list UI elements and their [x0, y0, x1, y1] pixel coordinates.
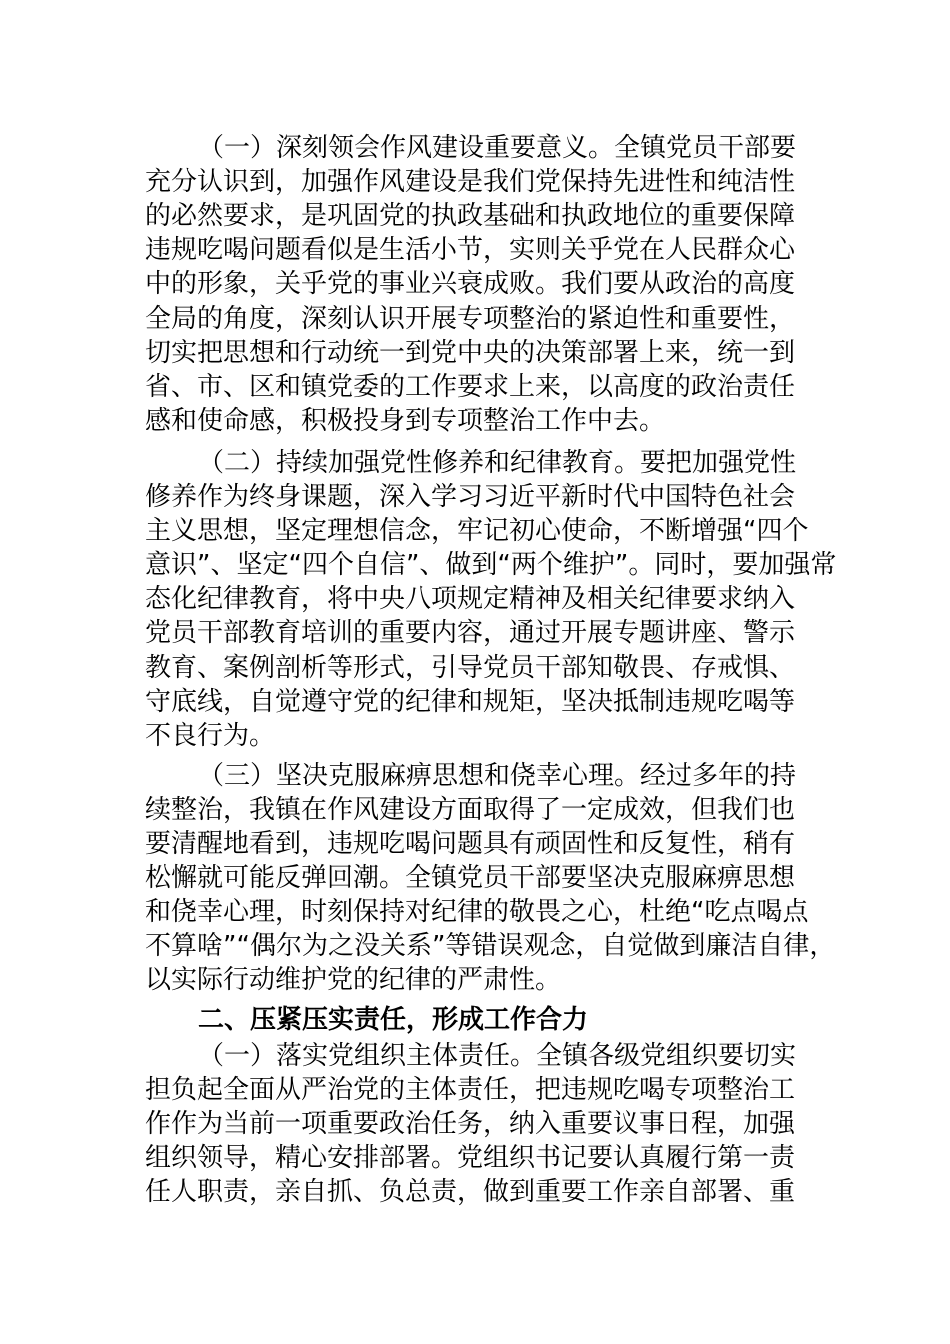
paragraph-1-line-1: （一）深刻领会作风建设重要意义。全镇党员干部要: [198, 133, 797, 163]
paragraph-4-line-1: （一）落实党组织主体责任。全镇各级党组织要切实: [198, 1041, 797, 1071]
paragraph-2-line-1: （二）持续加强党性修养和纪律教育。要把加强党性: [198, 448, 797, 478]
paragraph-4-line-3: 作作为当前一项重要政治任务，纳入重要议事日程，加强: [145, 1109, 796, 1139]
paragraph-2-line-5: 态化纪律教育，将中央八项规定精神及相关纪律要求纳入: [145, 584, 796, 614]
paragraph-1-line-6: 全局的角度，深刻认识开展专项整治的紧迫性和重要性，: [145, 304, 796, 334]
paragraph-3-line-6: 不算啥”“偶尔为之没关系”等错误观念，自觉做到廉洁自律，: [145, 931, 836, 961]
paragraph-1-line-2: 充分认识到，加强作风建设是我们党保持先进性和纯洁性: [145, 167, 796, 197]
paragraph-3-line-2: 续整治，我镇在作风建设方面取得了一定成效，但我们也: [145, 795, 796, 825]
paragraph-4-line-2: 担负起全面从严治党的主体责任，把违规吃喝专项整治工: [145, 1075, 796, 1105]
paragraph-2-line-7: 教育、案例剖析等形式，引导党员干部知敬畏、存戒惧、: [145, 653, 796, 683]
paragraph-2-line-2: 修养作为终身课题，深入学习习近平新时代中国特色社会: [145, 482, 796, 512]
paragraph-2-line-3: 主义思想，坚定理想信念，牢记初心使命，不断增强“四个: [145, 516, 809, 546]
paragraph-4-line-4: 组织领导，精心安排部署。党组织书记要认真履行第一责: [145, 1143, 796, 1173]
paragraph-1-line-5: 中的形象，关乎党的事业兴衰成败。我们要从政治的高度: [145, 269, 796, 299]
paragraph-1-line-9: 感和使命感，积极投身到专项整治工作中去。: [145, 406, 666, 436]
paragraph-3-line-5: 和侥幸心理，时刻保持对纪律的敬畏之心，杜绝“吃点喝点: [145, 897, 809, 927]
paragraph-3-line-3: 要清醒地看到，违规吃喝问题具有顽固性和反复性，稍有: [145, 829, 796, 859]
paragraph-2-line-8: 守底线，自觉遵守党的纪律和规矩，坚决抵制违规吃喝等: [145, 687, 796, 717]
paragraph-1-line-4: 违规吃喝问题看似是生活小节，实则关乎党在人民群众心: [145, 235, 796, 265]
paragraph-1-line-8: 省、市、区和镇党委的工作要求上来，以高度的政治责任: [145, 372, 796, 402]
paragraph-3-line-4: 松懈就可能反弹回潮。全镇党员干部要坚决克服麻痹思想: [145, 863, 796, 893]
paragraph-2-line-6: 党员干部教育培训的重要内容，通过开展专题讲座、警示: [145, 618, 796, 648]
paragraph-2-line-9: 不良行为。: [145, 721, 276, 751]
paragraph-4-line-5: 任人职责，亲自抓、负总责，做到重要工作亲自部署、重: [145, 1177, 796, 1207]
paragraph-2-line-4: 意识”、坚定“四个自信”、做到“两个维护”。同时，要加强常: [145, 550, 837, 580]
paragraph-3-line-7: 以实际行动维护党的纪律的严肃性。: [145, 965, 562, 995]
paragraph-1-line-7: 切实把思想和行动统一到党中央的决策部署上来，统一到: [145, 338, 796, 368]
section-heading-2: 二、压紧压实责任，形成工作合力: [198, 1005, 589, 1035]
paragraph-3-line-1: （三）坚决克服麻痹思想和侥幸心理。经过多年的持: [198, 761, 797, 791]
paragraph-1-line-3: 的必然要求，是巩固党的执政基础和执政地位的重要保障: [145, 201, 796, 231]
